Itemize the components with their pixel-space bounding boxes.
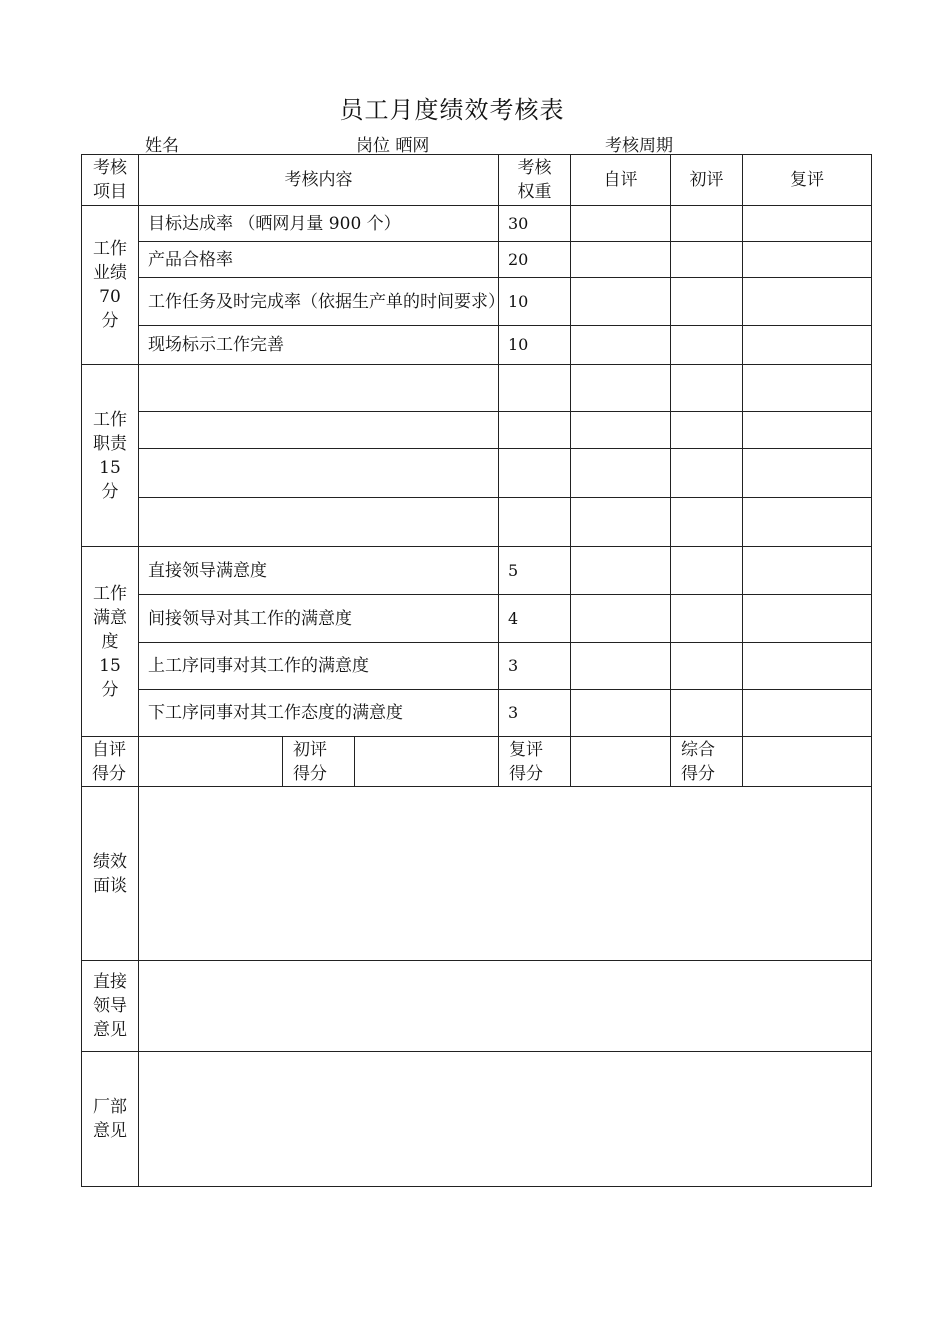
factory-opinion-label: 厂部 意见 bbox=[82, 1052, 139, 1187]
section-duty-label: 工作 职责 15 分 bbox=[82, 365, 139, 547]
row-weight[interactable] bbox=[499, 498, 571, 547]
header-row bbox=[82, 155, 872, 206]
self-score-cell[interactable] bbox=[571, 278, 671, 326]
row-weight: 4 bbox=[499, 595, 571, 643]
first-score-cell[interactable] bbox=[671, 278, 743, 326]
review-score-cell[interactable] bbox=[743, 242, 872, 278]
score-summary-row bbox=[82, 737, 872, 787]
row-weight[interactable] bbox=[499, 449, 571, 498]
period-label: 考核周期 bbox=[605, 136, 673, 156]
header-self: 自评 bbox=[571, 155, 671, 206]
row-content[interactable] bbox=[139, 365, 499, 412]
self-score-cell[interactable] bbox=[571, 326, 671, 365]
table-row bbox=[82, 498, 872, 547]
table-row bbox=[82, 547, 872, 595]
row-content: 产品合格率 bbox=[139, 242, 499, 278]
table-row bbox=[82, 595, 872, 643]
leader-opinion-label: 直接 领导 意见 bbox=[82, 961, 139, 1052]
name-label: 姓名 bbox=[145, 136, 179, 156]
row-content: 上工序同事对其工作的满意度 bbox=[139, 643, 499, 690]
table-row bbox=[82, 690, 872, 737]
table-row bbox=[82, 365, 872, 412]
self-score-cell[interactable] bbox=[571, 690, 671, 737]
row-weight: 20 bbox=[499, 242, 571, 278]
interview-label: 绩效 面谈 bbox=[82, 787, 139, 961]
first-total-label: 初评 得分 bbox=[283, 737, 355, 787]
first-score-cell[interactable] bbox=[671, 595, 743, 643]
first-score-cell[interactable] bbox=[671, 547, 743, 595]
row-weight: 10 bbox=[499, 278, 571, 326]
post-label: 岗位 bbox=[356, 136, 390, 156]
row-weight: 30 bbox=[499, 206, 571, 242]
self-score-cell[interactable] bbox=[571, 206, 671, 242]
table-row bbox=[82, 278, 872, 326]
overall-total-cell[interactable] bbox=[743, 737, 872, 787]
review-score-cell[interactable] bbox=[743, 643, 872, 690]
row-content: 下工序同事对其工作态度的满意度 bbox=[139, 690, 499, 737]
first-score-cell[interactable] bbox=[671, 242, 743, 278]
self-score-cell[interactable] bbox=[571, 365, 671, 412]
first-score-cell[interactable] bbox=[671, 206, 743, 242]
self-score-cell[interactable] bbox=[571, 242, 671, 278]
table-row bbox=[82, 412, 872, 449]
self-total-cell[interactable] bbox=[139, 737, 283, 787]
factory-opinion-row bbox=[82, 1052, 872, 1187]
first-score-cell[interactable] bbox=[671, 449, 743, 498]
self-total-label: 自评 得分 bbox=[82, 737, 139, 787]
table-row bbox=[82, 643, 872, 690]
table-row bbox=[82, 326, 872, 365]
row-weight: 3 bbox=[499, 643, 571, 690]
row-content: 目标达成率 （晒网月量 900 个） bbox=[139, 206, 499, 242]
first-score-cell[interactable] bbox=[671, 412, 743, 449]
self-score-cell[interactable] bbox=[571, 498, 671, 547]
row-weight: 10 bbox=[499, 326, 571, 365]
first-total-cell[interactable] bbox=[355, 737, 499, 787]
first-score-cell[interactable] bbox=[671, 643, 743, 690]
first-score-cell[interactable] bbox=[671, 326, 743, 365]
self-score-cell[interactable] bbox=[571, 643, 671, 690]
self-score-cell[interactable] bbox=[571, 412, 671, 449]
header-item: 考核 项目 bbox=[82, 155, 139, 206]
section-satisfaction-label: 工作 满意 度 15 分 bbox=[82, 547, 139, 737]
row-content: 间接领导对其工作的满意度 bbox=[139, 595, 499, 643]
self-score-cell[interactable] bbox=[571, 595, 671, 643]
first-score-cell[interactable] bbox=[671, 498, 743, 547]
post-field bbox=[356, 131, 429, 156]
row-content[interactable] bbox=[139, 498, 499, 547]
header-content: 考核内容 bbox=[139, 155, 499, 206]
header-review: 复评 bbox=[743, 155, 872, 206]
review-score-cell[interactable] bbox=[743, 326, 872, 365]
review-score-cell[interactable] bbox=[743, 206, 872, 242]
row-weight[interactable] bbox=[499, 365, 571, 412]
overall-total-label: 综合 得分 bbox=[671, 737, 743, 787]
interview-row bbox=[82, 787, 872, 961]
review-score-cell[interactable] bbox=[743, 547, 872, 595]
review-score-cell[interactable] bbox=[743, 690, 872, 737]
table-row bbox=[82, 449, 872, 498]
self-score-cell[interactable] bbox=[571, 449, 671, 498]
header-first: 初评 bbox=[671, 155, 743, 206]
row-content[interactable] bbox=[139, 449, 499, 498]
review-score-cell[interactable] bbox=[743, 412, 872, 449]
interview-field[interactable] bbox=[139, 787, 872, 961]
table-row bbox=[82, 206, 872, 242]
table-row bbox=[82, 242, 872, 278]
review-score-cell[interactable] bbox=[743, 365, 872, 412]
evaluation-table bbox=[81, 154, 872, 1187]
section-performance-label: 工作 业绩 70 分 bbox=[82, 206, 139, 365]
form-title: 员工月度绩效考核表 bbox=[339, 96, 565, 124]
review-total-label: 复评 得分 bbox=[499, 737, 571, 787]
review-score-cell[interactable] bbox=[743, 595, 872, 643]
first-score-cell[interactable] bbox=[671, 690, 743, 737]
self-score-cell[interactable] bbox=[571, 547, 671, 595]
post-value: 晒网 bbox=[395, 136, 430, 156]
row-content: 工作任务及时完成率（依据生产单的时间要求） bbox=[139, 278, 499, 326]
factory-opinion-field[interactable] bbox=[139, 1052, 872, 1187]
row-content: 现场标示工作完善 bbox=[139, 326, 499, 365]
first-score-cell[interactable] bbox=[671, 365, 743, 412]
leader-opinion-row bbox=[82, 961, 872, 1052]
review-score-cell[interactable] bbox=[743, 498, 872, 547]
row-content[interactable] bbox=[139, 412, 499, 449]
row-content: 直接领导满意度 bbox=[139, 547, 499, 595]
review-total-cell[interactable] bbox=[571, 737, 671, 787]
review-score-cell[interactable] bbox=[743, 449, 872, 498]
row-weight: 5 bbox=[499, 547, 571, 595]
header-weight: 考核 权重 bbox=[499, 155, 571, 206]
row-weight: 3 bbox=[499, 690, 571, 737]
review-score-cell[interactable] bbox=[743, 278, 872, 326]
leader-opinion-field[interactable] bbox=[139, 961, 872, 1052]
row-weight[interactable] bbox=[499, 412, 571, 449]
